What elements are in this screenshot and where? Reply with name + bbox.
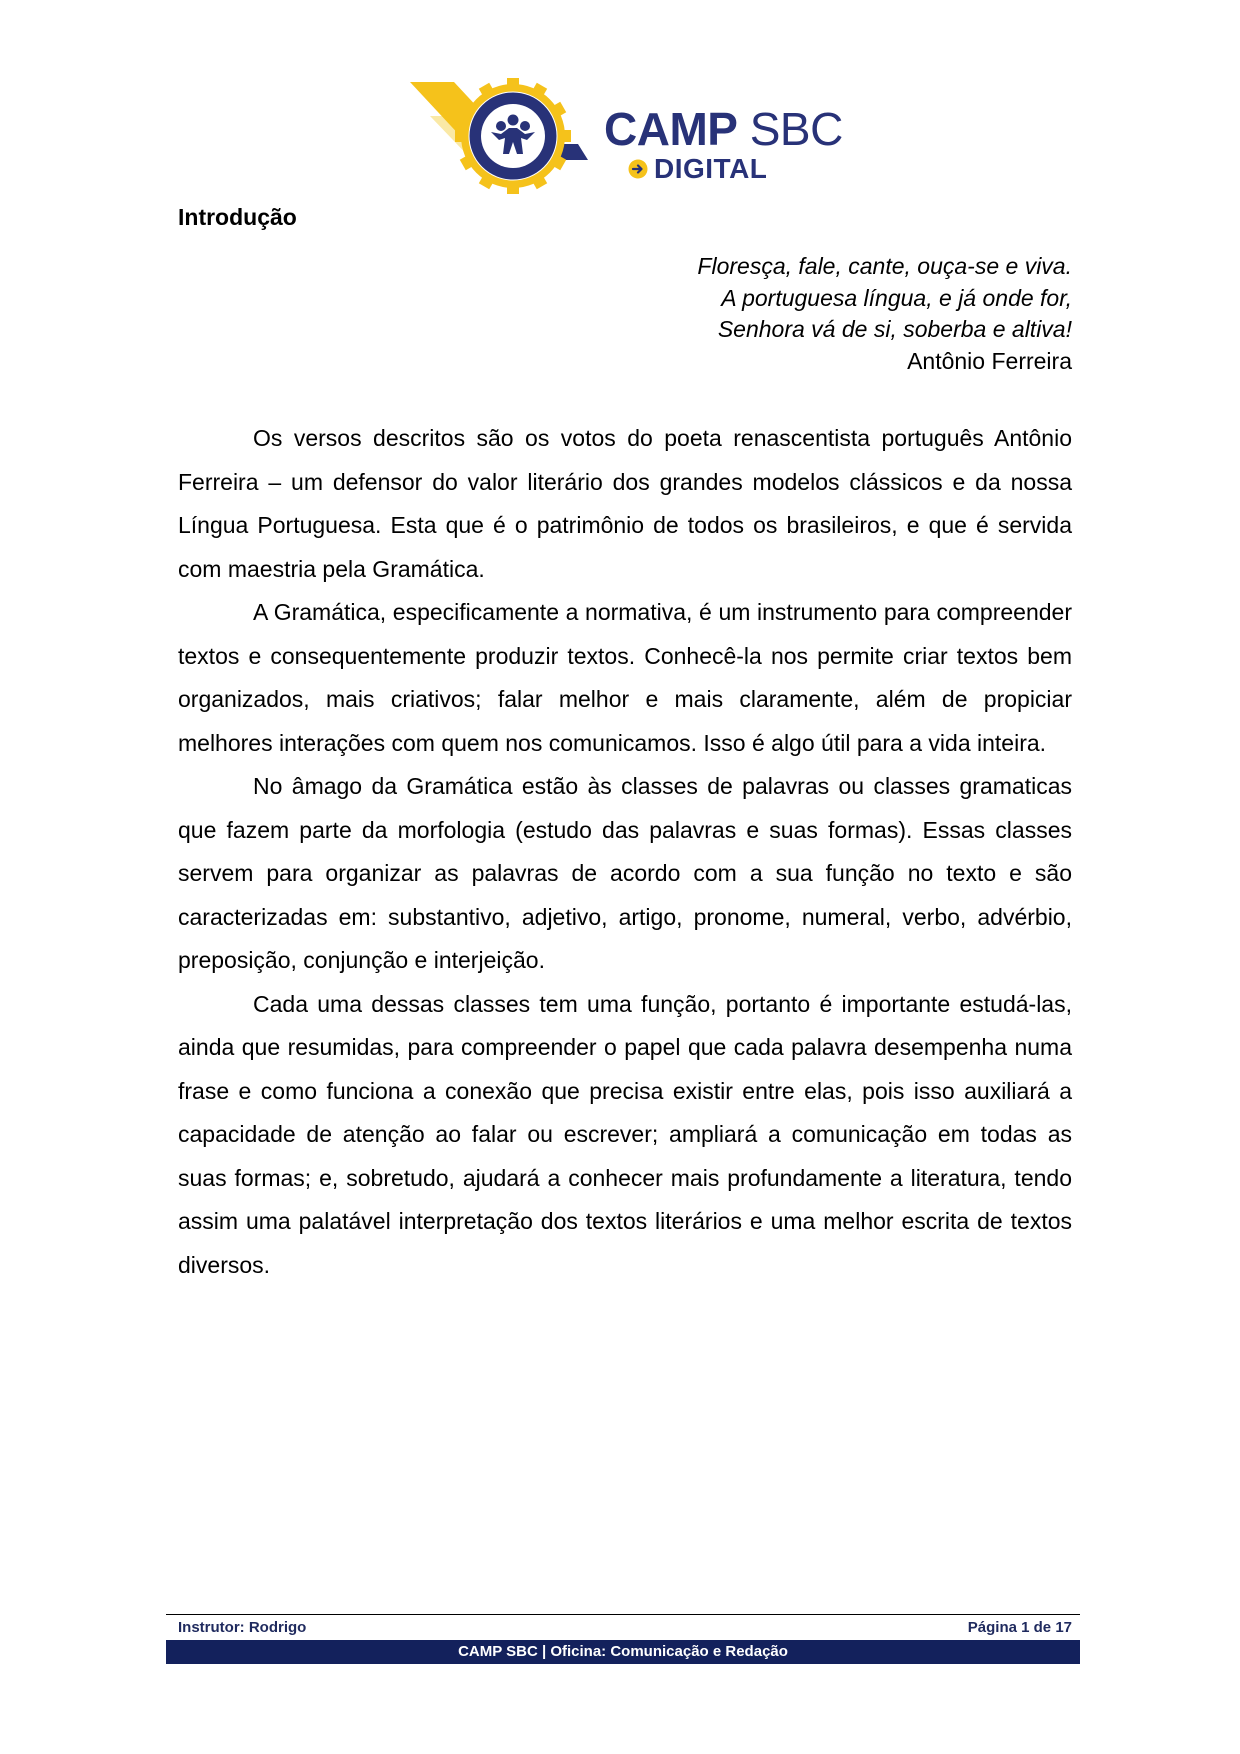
footer-instructor: Instrutor: Rodrigo: [178, 1619, 307, 1636]
paragraph: Os versos descritos são os votos do poeta renascentista português Antônio Ferreira – um defensor do valor literário dos grandes modelos clássicos e da nossa Língua Portuguesa. Esta que é o patrimônio de todos os brasileiros, e que é servida com maestria pela Gramática.: [178, 425, 1072, 582]
paragraph: Cada uma dessas classes tem uma função, portanto é importante estudá-las, ainda que resumidas, para compreender o papel que cada palavra desempenha numa frase e como funciona a conexão que precisa existir entre elas, pois isso auxiliará a capacidade de atenção ao falar ou escrever; ampliará a comunicação em todas as suas formas; e, sobretudo, ajudará a conhecer mais profundamente a literatura, tendo assim uma palatável interpretação dos textos literários e uma melhor escrita de textos diversos.: [178, 990, 1072, 1278]
epigraph-line: Floresça, fale, cante, ouça-se e viva.: [697, 253, 1072, 279]
section-heading: Introdução: [178, 204, 297, 230]
camp-sbc-logo: [408, 78, 848, 198]
logo-subtitle: DIGITAL: [654, 153, 768, 184]
epigraph-line: Senhora vá de si, soberba e altiva!: [717, 316, 1072, 342]
epigraph-author: Antônio Ferreira: [907, 347, 1072, 374]
logo-title-bold: CAMP: [604, 103, 738, 155]
epigraph-line: A portuguesa língua, e já onde for,: [721, 284, 1072, 311]
body-text: [178, 417, 1072, 1287]
paragraph: A Gramática, especificamente a normativa, é um instrumento para compreender textos e consequentemente produzir textos. Conhecê-la nos permite criar textos bem organizados, mais criativos; falar melhor e mais claramente, além de propiciar melhores interações com quem nos comunicamos. Isso é algo útil para a vida inteira.: [178, 599, 1072, 756]
paragraph: No âmago da Gramática estão às classes de palavras ou classes gramaticas que fazem parte da morfologia (estudo das palavras e suas formas). Essas classes servem para organizar as palavras de acordo com a sua função no texto e são caracterizadas em: substantivo, adjetivo, artigo, pronome, numeral, verbo, advérbio, preposição, conjunção e interjeição.: [178, 773, 1072, 973]
epigraph: [697, 251, 1072, 377]
logo-title: [604, 104, 843, 154]
arrow-circle-icon: [628, 159, 648, 179]
footer-course-bar: CAMP SBC | Oficina: Comunicação e Redação: [166, 1640, 1080, 1664]
logo-emblem-icon: [408, 78, 608, 198]
footer-page-number: Página 1 de 17: [967, 1619, 1072, 1636]
footer-divider: [166, 1614, 1080, 1615]
logo-title-regular: SBC: [749, 103, 843, 155]
